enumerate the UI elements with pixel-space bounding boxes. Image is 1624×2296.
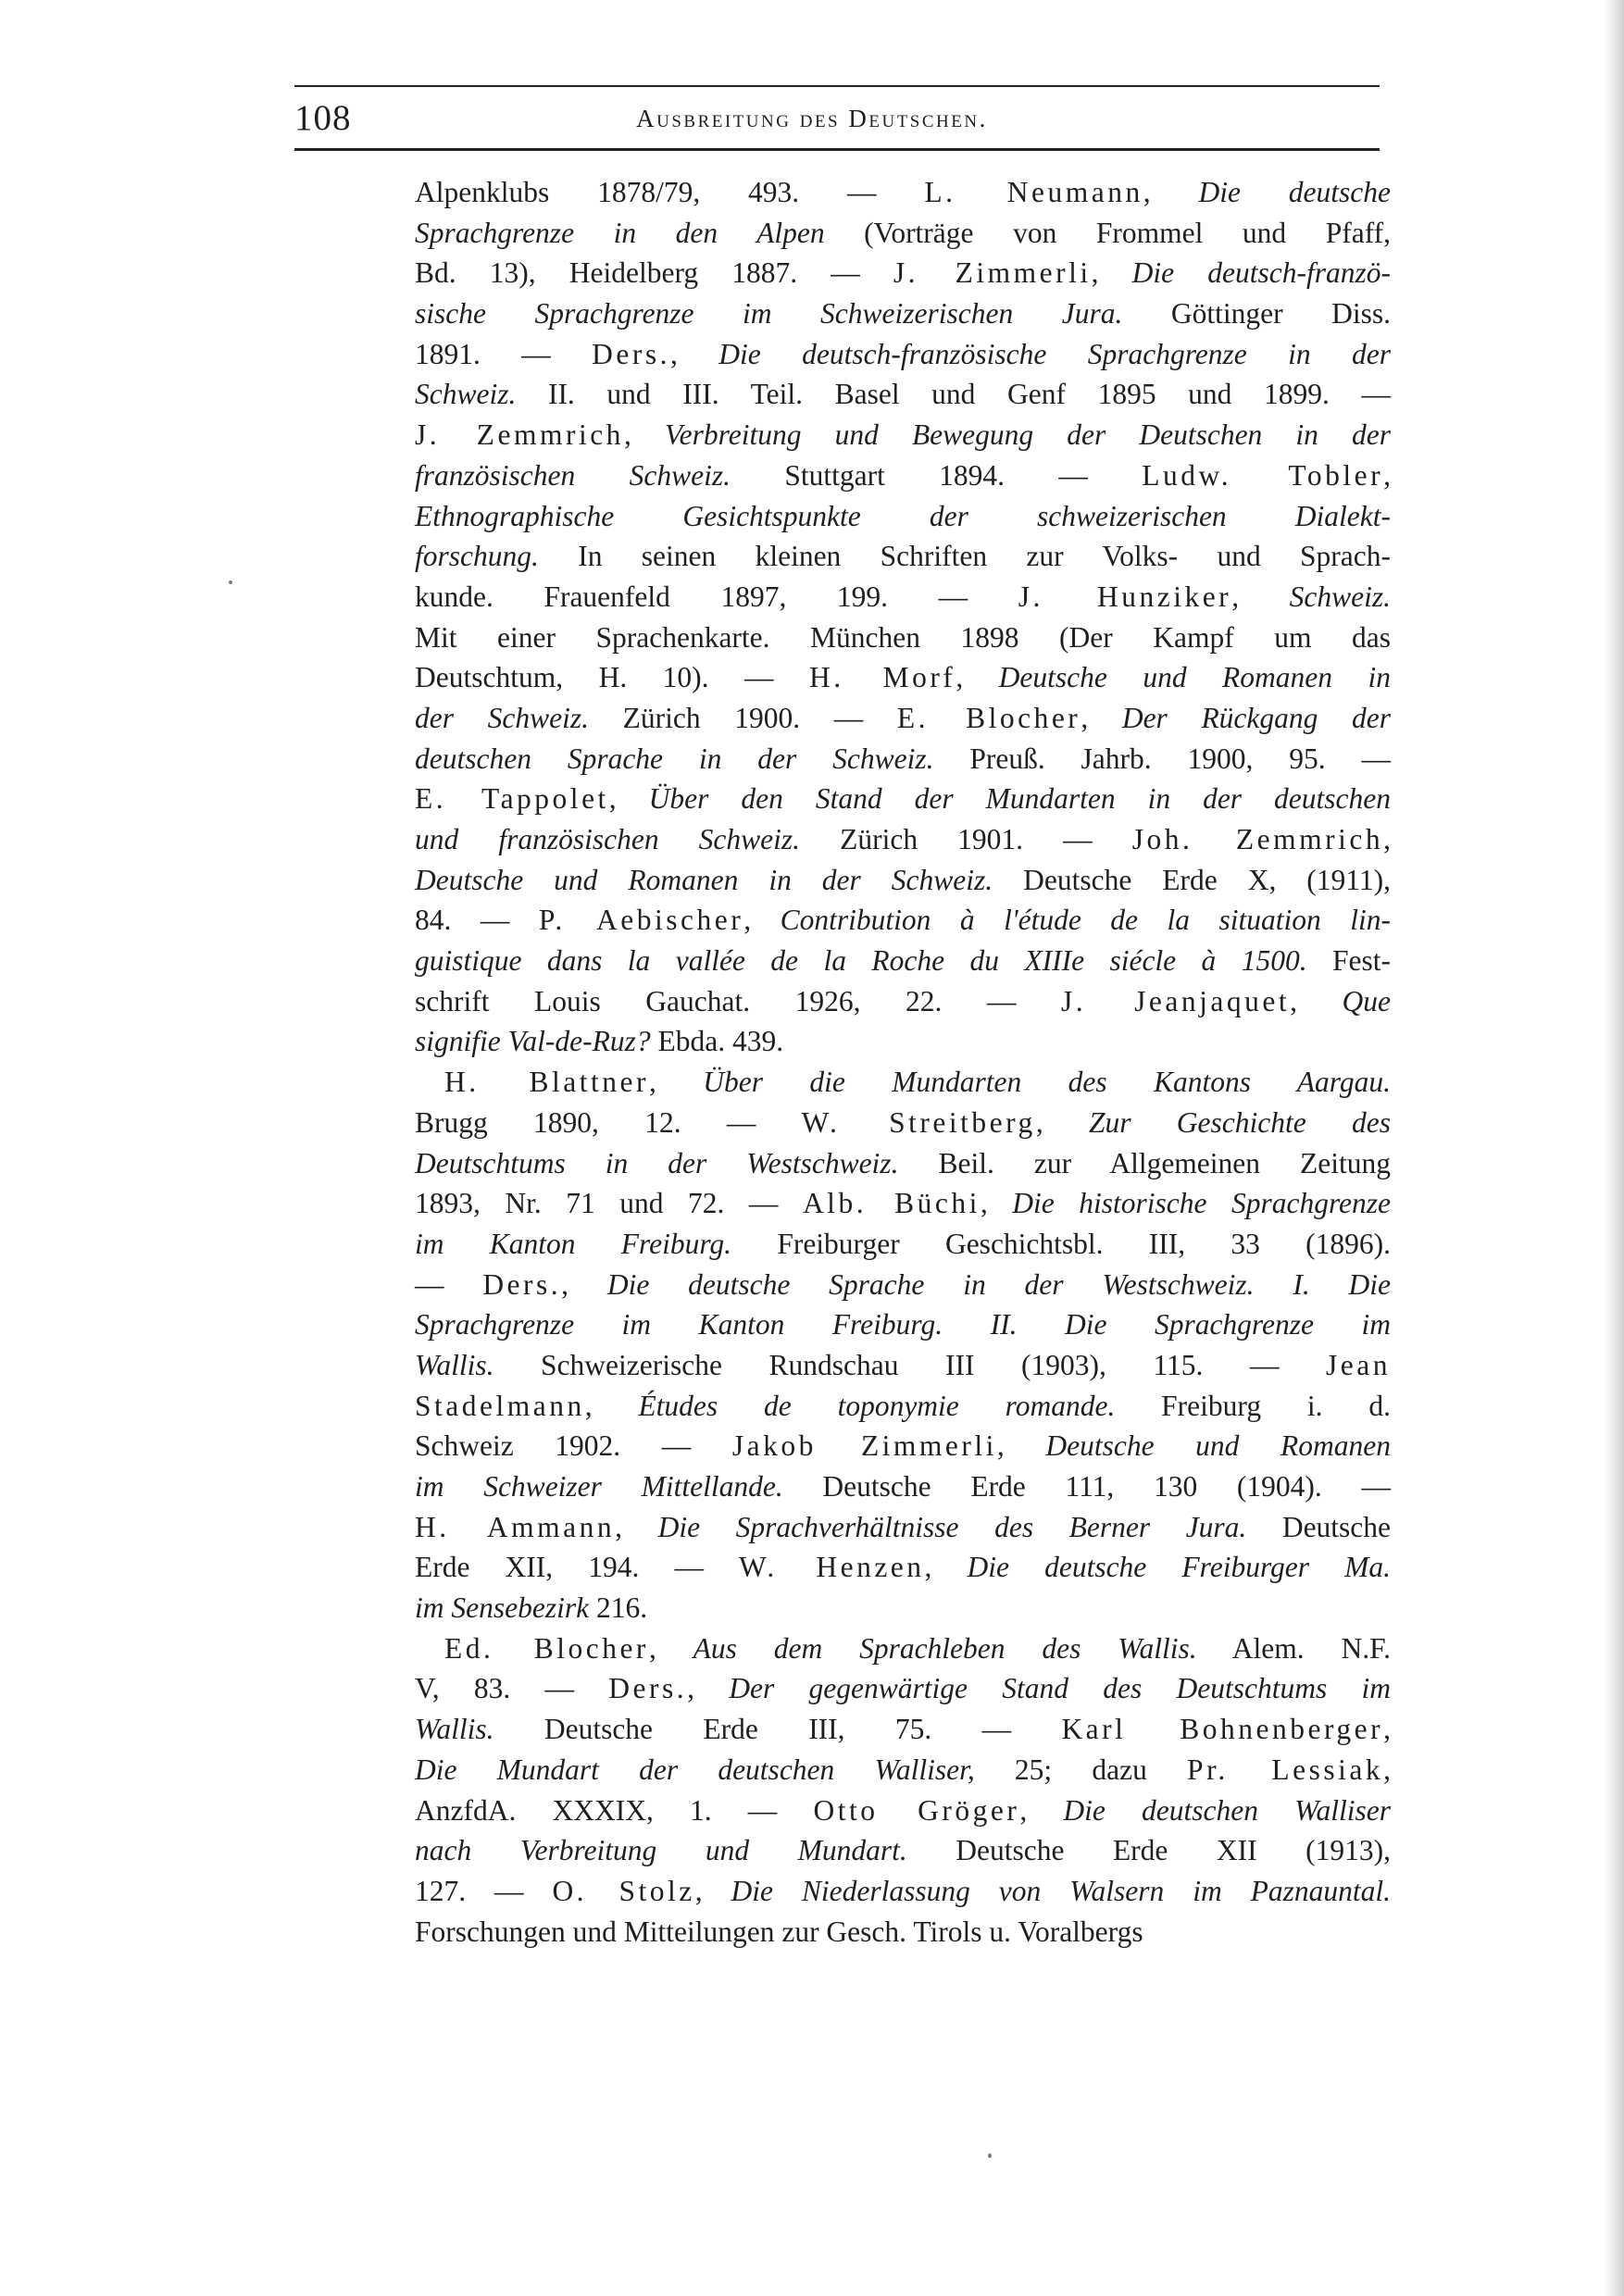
bibliography-text xyxy=(415,172,1391,1952)
work-title: im Sensebezirk xyxy=(415,1591,590,1625)
text-segment: , xyxy=(1231,580,1290,613)
author-name: Otto Gröger xyxy=(813,1793,1020,1827)
text-line xyxy=(415,1021,1391,1062)
text-segment: Erde XII, 194. — xyxy=(415,1551,740,1584)
work-title: Die deutsche xyxy=(1198,176,1392,208)
text-segment: Deutschtum, H. 10). — xyxy=(415,661,809,694)
author-name: E. Tappolet xyxy=(415,782,609,816)
header-rule-top xyxy=(294,85,1380,87)
work-title: Ethnographische Gesichtspunkte der schweizerischen Dialekt- xyxy=(415,499,1391,532)
text-segment: , xyxy=(648,1631,693,1665)
text-segment: kunde. Frauenfeld 1897, 199. — xyxy=(415,580,1018,613)
text-line xyxy=(415,1871,1391,1912)
text-line xyxy=(415,819,1391,860)
text-line xyxy=(415,657,1391,698)
text-line xyxy=(415,739,1391,780)
text-segment: , xyxy=(1143,176,1199,208)
text-segment: Forschungen und Mitteilungen zur Gesch. Tirols u. Voralbergs xyxy=(415,1915,1143,1948)
text-segment: , xyxy=(980,1187,1013,1220)
text-line xyxy=(415,900,1391,941)
running-title: Ausbreitung des Deutschen. xyxy=(636,105,988,132)
text-segment: , xyxy=(996,1429,1046,1463)
text-segment: , xyxy=(623,418,665,452)
text-segment: Deutsche Erde XII (1913), xyxy=(906,1834,1392,1867)
text-segment: 25; dazu xyxy=(974,1753,1188,1786)
text-line xyxy=(415,1062,1391,1103)
author-name: H. Morf xyxy=(808,661,956,694)
text-segment: , xyxy=(1019,1793,1064,1827)
text-segment: schrift Louis Gauchat. 1926, 22. — xyxy=(415,984,1061,1017)
author-name: L. Neumann xyxy=(924,176,1143,208)
text-line xyxy=(415,374,1391,415)
text-segment: , xyxy=(1081,701,1122,734)
paper-speck xyxy=(229,580,232,584)
text-segment: 127. — xyxy=(415,1874,553,1907)
text-segment: , xyxy=(924,1551,968,1584)
text-line xyxy=(415,618,1391,658)
text-segment: , xyxy=(687,1672,730,1705)
text-segment: Brugg 1890, 12. — xyxy=(415,1105,802,1139)
text-line xyxy=(415,1265,1391,1305)
work-title: Die deutschen Walliser xyxy=(1063,1793,1391,1827)
text-segment: , xyxy=(956,661,999,694)
text-line xyxy=(415,1830,1391,1871)
text-segment: , xyxy=(1035,1105,1089,1139)
text-line xyxy=(415,1466,1391,1507)
author-name: Jean xyxy=(1326,1348,1391,1381)
text-line xyxy=(415,1507,1391,1548)
text-segment: , xyxy=(670,337,719,370)
text-segment: , xyxy=(584,1389,639,1422)
text-line xyxy=(415,1224,1391,1265)
work-title: guistique dans la vallée de la Roche du XIIIe siécle à 1500. xyxy=(415,944,1307,978)
author-name: Jakob Zimmerli xyxy=(731,1429,997,1463)
text-segment: AnzfdA. XXXIX, 1. — xyxy=(415,1793,814,1827)
text-line xyxy=(415,941,1391,981)
text-segment: Zürich 1901. — xyxy=(800,823,1132,855)
text-line xyxy=(415,293,1391,334)
text-line xyxy=(415,1709,1391,1750)
work-title: forschung. xyxy=(415,540,539,573)
text-line xyxy=(415,860,1391,901)
work-title: Deutsche und Romanen xyxy=(1045,1429,1391,1463)
text-line xyxy=(415,1628,1391,1669)
text-segment: Zürich 1900. — xyxy=(588,701,897,734)
work-title: Die historische Sprachgrenze xyxy=(1012,1187,1392,1220)
work-title: der Schweiz. xyxy=(415,701,589,734)
author-name: J. Hunziker xyxy=(1018,580,1232,613)
text-segment: Mit einer Sprachenkarte. München 1898 (Der Kampf um das xyxy=(415,620,1391,654)
text-segment: 84. — xyxy=(415,904,539,937)
text-segment: (Vorträge von Frommel und Pfaff, xyxy=(824,216,1391,249)
text-segment: Schweiz 1902. — xyxy=(415,1429,732,1463)
author-name: P. Aebischer xyxy=(538,904,744,937)
work-title: Verbreitung und Bewegung der Deutschen in der xyxy=(664,418,1391,452)
text-segment: Schweizerische Rundschau III (1903), 115. — xyxy=(493,1348,1327,1381)
work-title: Der gegenwärtige Stand des Deutschtums im xyxy=(729,1672,1391,1705)
text-segment: Deutsche Erde X, (1911), xyxy=(993,863,1391,896)
text-segment: 1893, Nr. 71 und 72. — xyxy=(415,1187,803,1220)
text-line xyxy=(415,1345,1391,1386)
text-segment: Preuß. Jahrb. 1900, 95. — xyxy=(933,742,1391,775)
work-title: Aus dem Sprachleben des Wallis. xyxy=(693,1631,1197,1665)
paper-speck xyxy=(988,2153,992,2158)
author-name: H. Blattner xyxy=(444,1066,649,1099)
work-title: Über den Stand der Mundarten in der deutschen xyxy=(648,782,1391,816)
text-segment: — xyxy=(415,1267,483,1301)
text-line xyxy=(415,577,1391,618)
text-segment: , xyxy=(648,1066,704,1099)
work-title: Die Mundart der deutschen Walliser, xyxy=(415,1753,975,1786)
work-title: Die Sprachverhältnisse des Berner Jura. xyxy=(657,1510,1247,1543)
work-title: Sprachgrenze in den Alpen xyxy=(415,216,825,249)
text-segment: , xyxy=(1383,1713,1391,1746)
work-title: Die Niederlassung von Walsern im Paznauntal. xyxy=(731,1874,1391,1907)
author-name: H. Ammann xyxy=(415,1510,616,1543)
author-name: Ders. xyxy=(608,1672,688,1705)
author-name: J. Jeanjaquet xyxy=(1061,984,1291,1017)
text-segment: , xyxy=(1383,823,1391,855)
author-name: Alb. Büchi xyxy=(802,1187,981,1220)
text-line xyxy=(415,1668,1391,1709)
work-title: Über die Mundarten des Kantons Aargau. xyxy=(703,1066,1392,1099)
text-segment: Beil. zur Allgemeinen Zeitung xyxy=(898,1146,1391,1179)
work-title: deutschen Sprache in der Schweiz. xyxy=(415,742,934,775)
text-segment: Deutsche xyxy=(1246,1510,1392,1543)
text-line xyxy=(415,1791,1391,1831)
work-title: Que xyxy=(1342,984,1392,1017)
text-segment: 1891. — xyxy=(415,337,593,370)
page-edge-shadow xyxy=(1604,0,1624,2296)
text-line xyxy=(415,1750,1391,1791)
text-segment: Freiburger Geschichtsbl. III, 33 (1896). xyxy=(731,1227,1392,1260)
work-title: Sprachgrenze im Kanton Freiburg. II. Die Sprachgrenze im xyxy=(415,1308,1391,1341)
text-line xyxy=(415,1547,1391,1588)
work-title: und französischen Schweiz. xyxy=(415,823,801,855)
text-line xyxy=(415,1304,1391,1345)
text-segment: Stuttgart 1894. — xyxy=(730,458,1143,492)
work-title: Schweiz. xyxy=(415,378,517,411)
work-title: im Schweizer Mittellande. xyxy=(415,1470,783,1503)
work-title: signifie Val-de-Ruz? xyxy=(415,1025,651,1058)
text-segment: , xyxy=(1091,256,1132,290)
author-name: Ders. xyxy=(482,1267,562,1301)
text-line xyxy=(415,1426,1391,1466)
text-line xyxy=(415,1588,1391,1628)
text-line xyxy=(415,172,1391,213)
text-segment: Ebda. 439. xyxy=(650,1025,784,1058)
text-segment: , xyxy=(1383,1753,1391,1786)
work-title: Contribution à l'étude de la situation lin- xyxy=(780,904,1392,937)
text-segment: , xyxy=(608,782,649,816)
work-title: Die deutsche Freiburger Ma. xyxy=(967,1551,1391,1584)
text-line xyxy=(415,1912,1391,1953)
text-line xyxy=(415,1183,1391,1224)
author-name: W. Henzen xyxy=(739,1551,925,1584)
text-segment: V, 83. — xyxy=(415,1672,609,1705)
text-segment: Alpenklubs 1878/79, 493. — xyxy=(415,176,925,208)
work-title: nach Verbreitung und Mundart. xyxy=(415,1834,907,1867)
author-name: Ludw. Tobler xyxy=(1142,458,1384,492)
work-title: im Kanton Freiburg. xyxy=(415,1227,732,1260)
text-segment: , xyxy=(743,904,781,937)
work-title: Die deutsch-französische Sprachgrenze in der xyxy=(718,337,1392,370)
text-segment: II. und III. Teil. Basel und Genf 1895 und 1899. — xyxy=(516,378,1391,411)
text-line xyxy=(415,334,1391,375)
work-title: Die deutsche Sprache in der Westschweiz. I. Die xyxy=(606,1267,1391,1301)
text-segment: , xyxy=(615,1510,658,1543)
text-line xyxy=(415,213,1391,254)
text-line xyxy=(415,981,1391,1022)
work-title: Wallis. xyxy=(415,1713,494,1746)
text-line xyxy=(415,1143,1391,1184)
text-segment: Göttinger Diss. xyxy=(1122,297,1392,331)
work-title: Études de toponymie romande. xyxy=(638,1389,1116,1422)
work-title: Deutsche und Romanen in der Schweiz. xyxy=(415,863,993,896)
work-title: Deutsche und Romanen in xyxy=(998,661,1391,694)
text-line xyxy=(415,536,1391,577)
work-title: Zur Geschichte des xyxy=(1088,1105,1392,1139)
text-segment: Freiburg i. d. xyxy=(1115,1389,1392,1422)
text-segment: Bd. 13), Heidelberg 1887. — xyxy=(415,256,893,290)
text-line xyxy=(415,698,1391,739)
page-number: 108 xyxy=(294,98,352,138)
work-title: Deutschtums in der Westschweiz. xyxy=(415,1146,899,1179)
text-line xyxy=(415,779,1391,819)
text-line xyxy=(415,455,1391,496)
author-name: Pr. Lessiak xyxy=(1187,1753,1384,1786)
text-segment: Deutsche Erde 111, 130 (1904). — xyxy=(782,1470,1391,1503)
author-name: J. Zemmrich xyxy=(415,418,624,452)
work-title: sische Sprachgrenze im Schweizerischen Jura. xyxy=(415,297,1123,331)
work-title: Die deutsch-franzö- xyxy=(1131,256,1392,290)
work-title: französischen Schweiz. xyxy=(415,458,731,492)
text-segment: Fest- xyxy=(1306,944,1391,978)
author-name: W. Streitberg xyxy=(801,1105,1036,1139)
author-name: Ed. Blocher xyxy=(444,1631,649,1665)
author-name: E. Blocher xyxy=(896,701,1081,734)
author-name: Stadelmann xyxy=(415,1389,585,1422)
author-name: O. Stolz xyxy=(552,1874,695,1907)
text-segment: Deutsche Erde III, 75. — xyxy=(493,1713,1062,1746)
text-line xyxy=(415,496,1391,537)
text-segment: , xyxy=(561,1267,607,1301)
header-rule-bottom xyxy=(294,148,1380,151)
text-segment: In seinen kleinen Schriften zur Volks- und Sprach- xyxy=(538,540,1391,573)
work-title: Der Rückgang der xyxy=(1121,701,1392,734)
text-line xyxy=(415,1386,1391,1427)
author-name: J. Zimmerli xyxy=(893,256,1092,290)
work-title: Schweiz. xyxy=(1289,580,1392,613)
text-segment: , xyxy=(1290,984,1343,1017)
text-segment: 216. xyxy=(589,1591,648,1625)
author-name: Ders. xyxy=(592,337,670,370)
text-line xyxy=(415,253,1391,293)
work-title: Wallis. xyxy=(415,1348,494,1381)
text-segment: Alem. N.F. xyxy=(1196,1631,1391,1665)
text-line xyxy=(415,415,1391,455)
text-segment: , xyxy=(694,1874,731,1907)
text-segment: , xyxy=(1383,458,1392,492)
author-name: Joh. Zemmrich xyxy=(1131,823,1384,855)
text-line xyxy=(415,1103,1391,1143)
author-name: Karl Bohnenberger xyxy=(1061,1713,1384,1746)
